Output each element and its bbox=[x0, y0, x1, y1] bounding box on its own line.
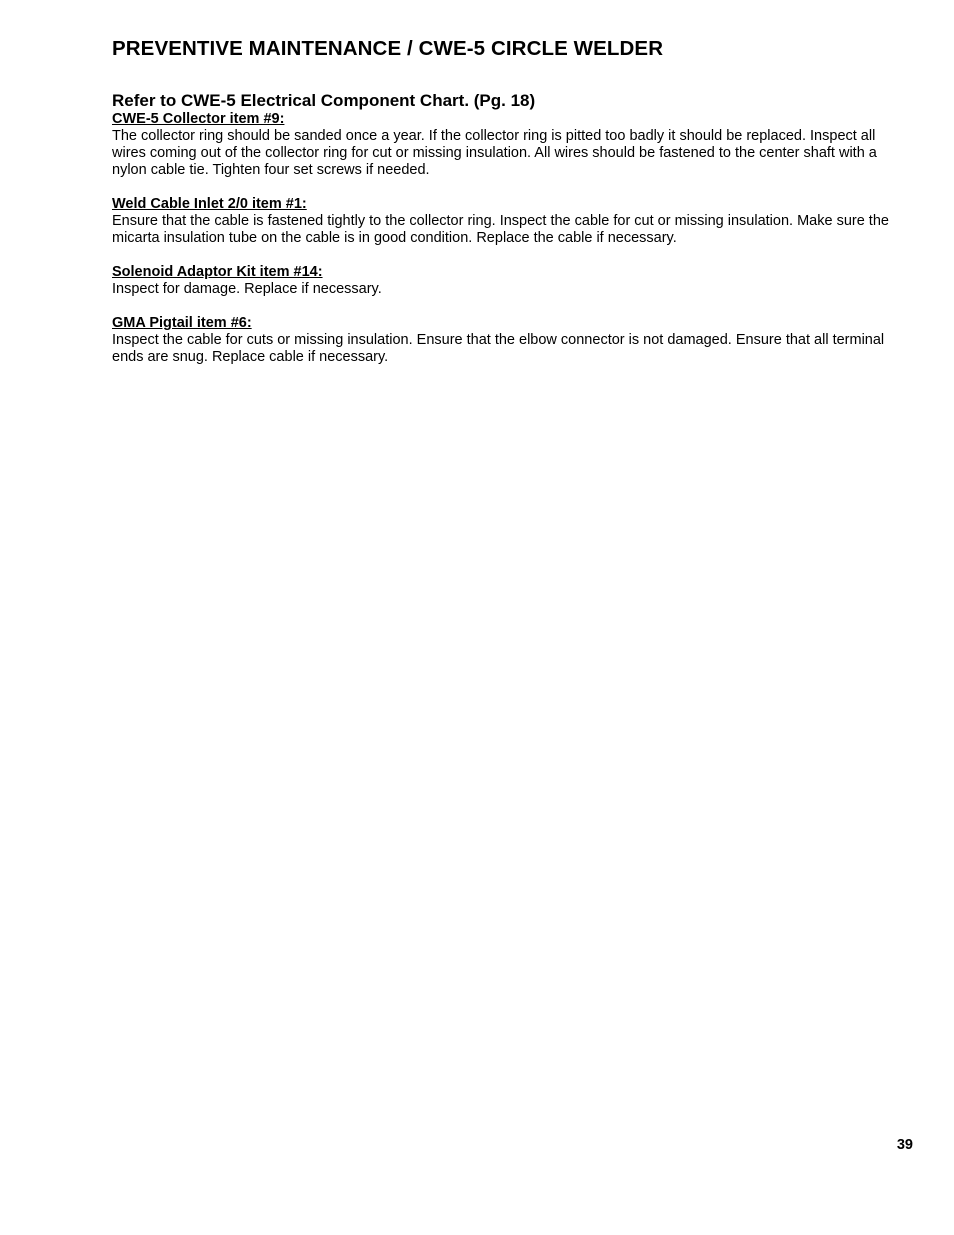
item-body: Ensure that the cable is fastened tightly to the collector ring. Inspect the cable for cut or missing insulation. Make sure the micarta insulation tube on the cable is in good condition. Replace the cable if necessary. bbox=[112, 213, 889, 246]
item-title: Solenoid Adaptor Kit item #14: bbox=[112, 264, 323, 280]
maintenance-content bbox=[112, 91, 902, 383]
page-number: 39 bbox=[896, 1137, 913, 1153]
item-title: CWE-5 Collector item #9: bbox=[112, 111, 285, 127]
item-body: The collector ring should be sanded once a year. If the collector ring is pitted too badly it should be replaced. Inspect all wires coming out of the collector ring for cut or missing insulation. All wires should be fastened to the center shaft with a nylon cable tie. Tighten four set screws if needed. bbox=[112, 128, 877, 178]
item-title: GMA Pigtail item #6: bbox=[112, 315, 252, 331]
maintenance-item-solenoid-adaptor-kit bbox=[112, 264, 902, 298]
item-title: Weld Cable Inlet 2/0 item #1: bbox=[112, 196, 307, 212]
page-title: PREVENTIVE MAINTENANCE / CWE-5 CIRCLE WELDER bbox=[112, 37, 664, 60]
maintenance-item-collector bbox=[112, 111, 902, 179]
item-body: Inspect for damage. Replace if necessary. bbox=[112, 281, 382, 297]
maintenance-item-weld-cable-inlet bbox=[112, 196, 902, 247]
maintenance-item-gma-pigtail bbox=[112, 315, 902, 366]
item-body: Inspect the cable for cuts or missing insulation. Ensure that the elbow connector is not damaged. Ensure that all terminal ends are snug. Replace cable if necessary. bbox=[112, 332, 885, 365]
section-heading: Refer to CWE-5 Electrical Component Chart. (Pg. 18) bbox=[112, 91, 536, 110]
